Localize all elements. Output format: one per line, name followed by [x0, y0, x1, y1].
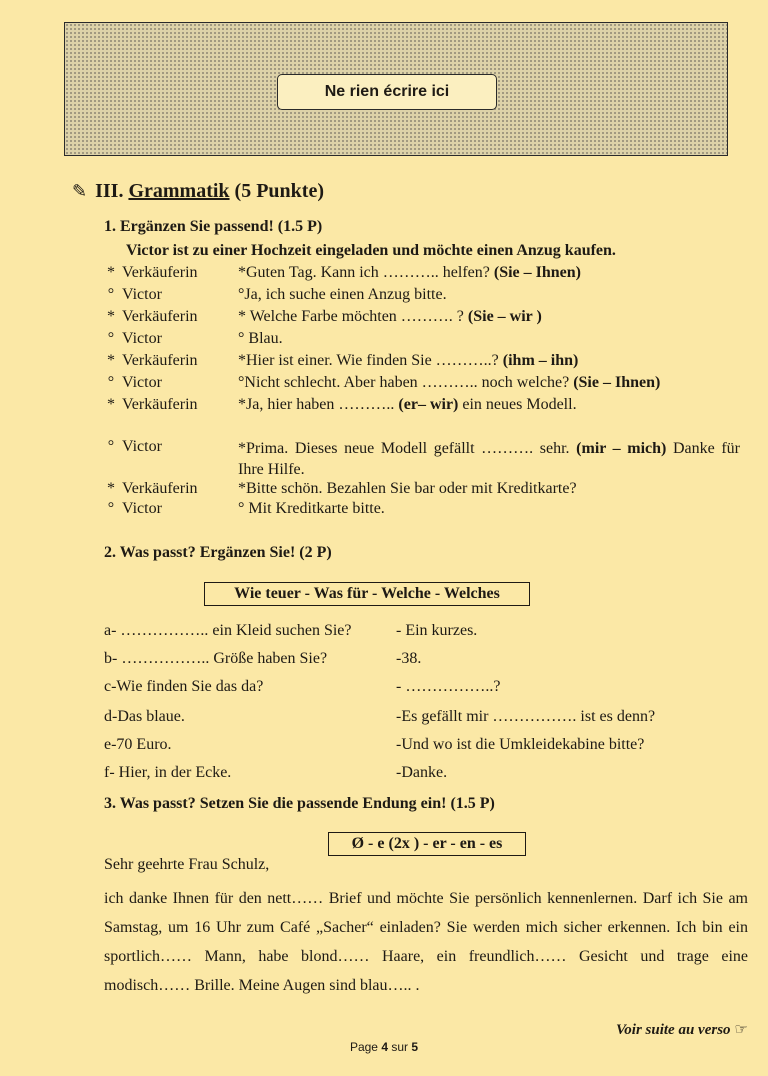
bullet-mark: °	[107, 438, 115, 455]
answer-options: (er– wir)	[398, 396, 459, 413]
dialogue-text: *Bitte schön. Bezahlen Sie bar oder mit Kreditkarte?	[238, 480, 577, 497]
answer-options: (mir – mich)	[576, 440, 667, 457]
speaker-name: Victor	[122, 438, 162, 455]
do-not-write-label: Ne rien écrire ici	[277, 74, 497, 110]
speaker-name: Verkäuferin	[122, 396, 198, 413]
speaker-name: Victor	[122, 330, 162, 347]
q2-title: 2. Was passt? Ergänzen Sie! (2 P)	[104, 544, 332, 561]
speaker-name: Verkäuferin	[122, 308, 198, 325]
dialogue-text: *Ja, hier haben ……….. (er– wir) ein neues Modell.	[238, 396, 577, 413]
pencil-icon: ✎	[72, 181, 88, 202]
q2-answer: -Es gefällt mir ……………. ist es denn?	[396, 708, 656, 725]
answer-options: (Sie – Ihnen)	[493, 264, 581, 281]
bullet-mark: *	[107, 308, 115, 325]
dialogue-text: °Ja, ich suche einen Anzug bitte.	[238, 286, 447, 303]
q2-question: a- …………….. ein Kleid suchen Sie?	[104, 622, 352, 639]
q2-answer: -Danke.	[396, 764, 448, 781]
dialogue-text: *Prima. Dieses neue Modell gefällt ………. sehr. (mir – mich) Danke für Ihre Hilfe.	[238, 440, 741, 478]
speaker-name: Verkäuferin	[122, 264, 198, 281]
speaker-name: Verkäuferin	[122, 352, 198, 369]
q2-answer: - Ein kurzes.	[396, 622, 478, 639]
q2-answer: -38.	[396, 650, 422, 667]
q3-endings-box: Ø - e (2x ) - er - en - es	[328, 832, 526, 856]
letter-body: ich danke Ihnen für den nett…… Brief und möchte Sie persönlich kennenlernen. Darf ich Sie am Samstag, um 16 Uhr zum Café „Sacher“ einladen? Sie werden mich sicher erkennen. Ich bin ein sportlich…… Mann, habe blond…… Haare, ein freundlich…… Gesicht und trage eine modisch…… Brille. Meine Augen sind blau….. .	[104, 890, 748, 994]
page-number: Page 4 sur 5	[349, 1040, 419, 1054]
dialogue-text: °Nicht schlecht. Aber haben ……….. noch welche? (Sie – Ihnen)	[238, 374, 661, 391]
dialogue-text: *Hier ist einer. Wie finden Sie ………..? (ihm – ihn)	[238, 352, 579, 369]
dialogue-text: ° Blau.	[238, 330, 283, 347]
speaker-name: Victor	[122, 500, 162, 517]
bullet-mark: °	[107, 374, 115, 391]
q2-word-box: Wie teuer - Was für - Welche - Welches	[204, 582, 530, 606]
q2-question: e-70 Euro.	[104, 736, 172, 753]
q3-title: 3. Was passt? Setzen Sie die passende Endung ein! (1.5 P)	[104, 795, 495, 812]
bullet-mark: *	[107, 396, 115, 413]
section-points: (5 Punkte)	[234, 180, 324, 202]
dialogue-text: * Welche Farbe möchten ………. ? (Sie – wir )	[238, 308, 542, 325]
q2-answer: - ……………..?	[396, 678, 501, 695]
dialogue-text: ° Mit Kreditkarte bitte.	[238, 500, 385, 517]
q2-question: f- Hier, in der Ecke.	[104, 764, 232, 781]
q1-title: 1. Ergänzen Sie passend! (1.5 P)	[104, 218, 323, 235]
bullet-mark: *	[107, 480, 115, 497]
pointing-hand-icon: ☞	[734, 1020, 748, 1038]
letter-salutation: Sehr geehrte Frau Schulz,	[104, 856, 270, 873]
q1-intro: Victor ist zu einer Hochzeit eingeladen und möchte einen Anzug kaufen.	[126, 242, 616, 259]
dialogue-text: *Guten Tag. Kann ich ……….. helfen? (Sie – Ihnen)	[238, 264, 581, 281]
q2-answer: -Und wo ist die Umkleidekabine bitte?	[396, 736, 645, 753]
continue-note: Voir suite au verso ☞	[615, 1020, 748, 1038]
speaker-name: Verkäuferin	[122, 480, 198, 497]
section-title: ✎ III. Grammatik (5 Punkte)	[72, 180, 324, 202]
q2-question: c-Wie finden Sie das da?	[104, 678, 264, 695]
answer-options: (ihm – ihn)	[502, 352, 579, 369]
answer-options: (Sie – Ihnen)	[573, 374, 661, 391]
bullet-mark: *	[107, 264, 115, 281]
bullet-mark: °	[107, 286, 115, 303]
bullet-mark: °	[107, 330, 115, 347]
bullet-mark: *	[107, 352, 115, 369]
section-name: Grammatik	[128, 180, 230, 202]
speaker-name: Victor	[122, 286, 162, 303]
answer-options: (Sie – wir )	[467, 308, 542, 325]
q2-question: b- …………….. Größe haben Sie?	[104, 650, 328, 667]
q2-question: d-Das blaue.	[104, 708, 185, 725]
bullet-mark: °	[107, 500, 115, 517]
speaker-name: Victor	[122, 374, 162, 391]
